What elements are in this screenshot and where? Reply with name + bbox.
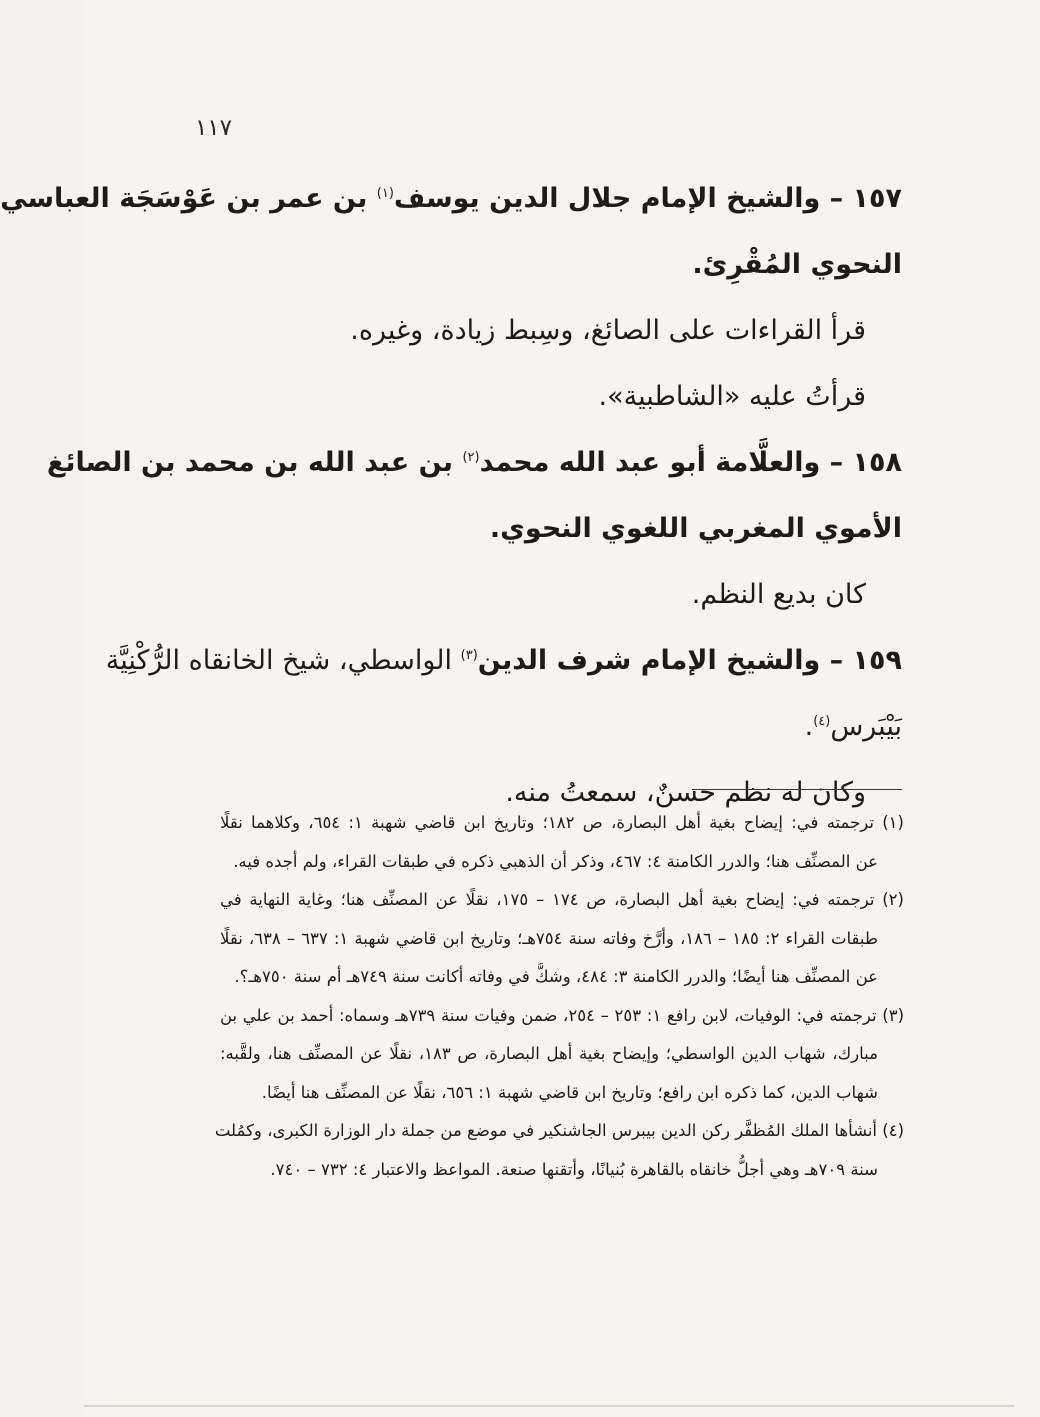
footnote-3-line: شهاب الدين، كما ذكره ابن رافع؛ وتاريخ ابن قاضي شهبة ١: ٦٥٦، نقلًا عن المصنِّف هنا أيضًا. [261,1082,878,1102]
entry-text: الواسطي، شيخ الخانقاه الرُّكْنِيَّة [105,645,461,676]
scan-edge-line [84,1405,1014,1407]
footnote-marker: (٣) [460,648,478,663]
footnote-3-line: مبارك، شهاب الدين الواسطي؛ وإيضاح بغية أهل البصارة، ص ١٨٣، نقلًا عن المصنِّف هنا، ولقَّبه: [220,1044,878,1063]
footnote-marker: (٢) [462,450,480,465]
entry-text: ١٥٨ – والعلَّامة أبو عبد الله محمد [479,447,902,478]
entry-text: بَيْبَرس [830,711,902,742]
paragraph-line: كان بديع النظم. [691,579,866,610]
entry-157-heading-line-2 [222,232,902,298]
footnote-marker: (٤) [813,714,831,729]
paragraph-line: قرأ القراءات على الصائغ، وسِبط زيادة، وغيره. [350,315,866,346]
entry-text: بن عمر بن عَوْسَجَة العباسي [0,183,377,214]
footnote-2-line: (٢) ترجمته في: إيضاح بغية أهل البصارة، ص ١٧٤ – ١٧٥، نقلًا عن المصنِّف هنا؛ وغاية النهاية في [220,890,904,909]
entry-text: ١٥٩ – والشيخ الإمام شرف الدين [477,645,902,676]
entry-text: النحوي المُقْرِئ. [692,249,902,280]
footnotes [214,804,904,1189]
entry-text: . [804,711,814,742]
footnote-3-line: (٣) ترجمته في: الوفيات، لابن رافع ١: ٢٥٣ – ٢٥٤، ضمن وفيات سنة ٧٣٩هـ وسماه: أحمد بن علي بن [220,1005,904,1025]
entry-text: ١٥٧ – والشيخ الإمام جلال الدين يوسف [393,183,902,214]
footnote-2-line: طبقات القراء ٢: ١٨٥ – ١٨٦، وأرَّخ وفاته سنة ٧٥٤هـ؛ وتاريخ ابن قاضي شهبة ١: ٦٣٧ – ٦٣٨، نقلًا [220,928,878,948]
page-number: ١١٧ [194,115,232,141]
main-text [0,166,902,826]
entry-158-heading-line-2 [222,496,902,562]
entry-159-heading-line-1 [105,628,902,694]
footnote-separator [692,789,902,790]
paragraph-line: قرأتُ عليه «الشاطبية». [598,381,866,412]
paragraph-line: وكان له نظم حسنٌ، سمعتُ منه. [505,777,866,808]
entry-text: بن عبد الله بن محمد بن الصائغ [46,447,463,478]
footnote-1-line: عن المصنِّف هنا؛ والدرر الكامنة ٤: ٤٦٧، وذكر أن الذهبي ذكره في طبقات القراء، ولم أجده فيه. [233,851,878,871]
entry-text: الأموي المغربي اللغوي النحوي. [489,513,902,544]
footnote-4-line: (٤) أنشأها الملك المُظفَّر ركن الدين بيبرس الجاشنكير في موضع من جملة دار الوزارة الكبرى، وكمُلت [214,1121,904,1140]
footnote-2-line: عن المصنِّف هنا أيضًا؛ والدرر الكامنة ٣: ٤٨٤، وشكَّ في وفاته أكانت سنة ٧٤٩هـ أم سنة ٧٥٠هـ؟. [234,967,878,986]
footnote-1-line: (١) ترجمته في: إيضاح بغية أهل البصارة، ص ١٨٢؛ وتاريخ ابن قاضي شهبة ١: ٦٥٤، وكلاهما نقلًا [220,813,904,832]
footnote-4-line: سنة ٧٠٩هـ وهي أجلُّ خانقاه بالقاهرة بُنيانًا، وأتقنها صنعة. المواعظ والاعتبار ٤: ٧٣٢ – ٧٤٠. [270,1159,878,1179]
entry-158-heading-line-1 [46,430,902,496]
entry-157-heading-line-1 [0,166,902,232]
footnote-marker: (١) [376,186,394,201]
entry-159-heading-line-2 [222,694,902,760]
